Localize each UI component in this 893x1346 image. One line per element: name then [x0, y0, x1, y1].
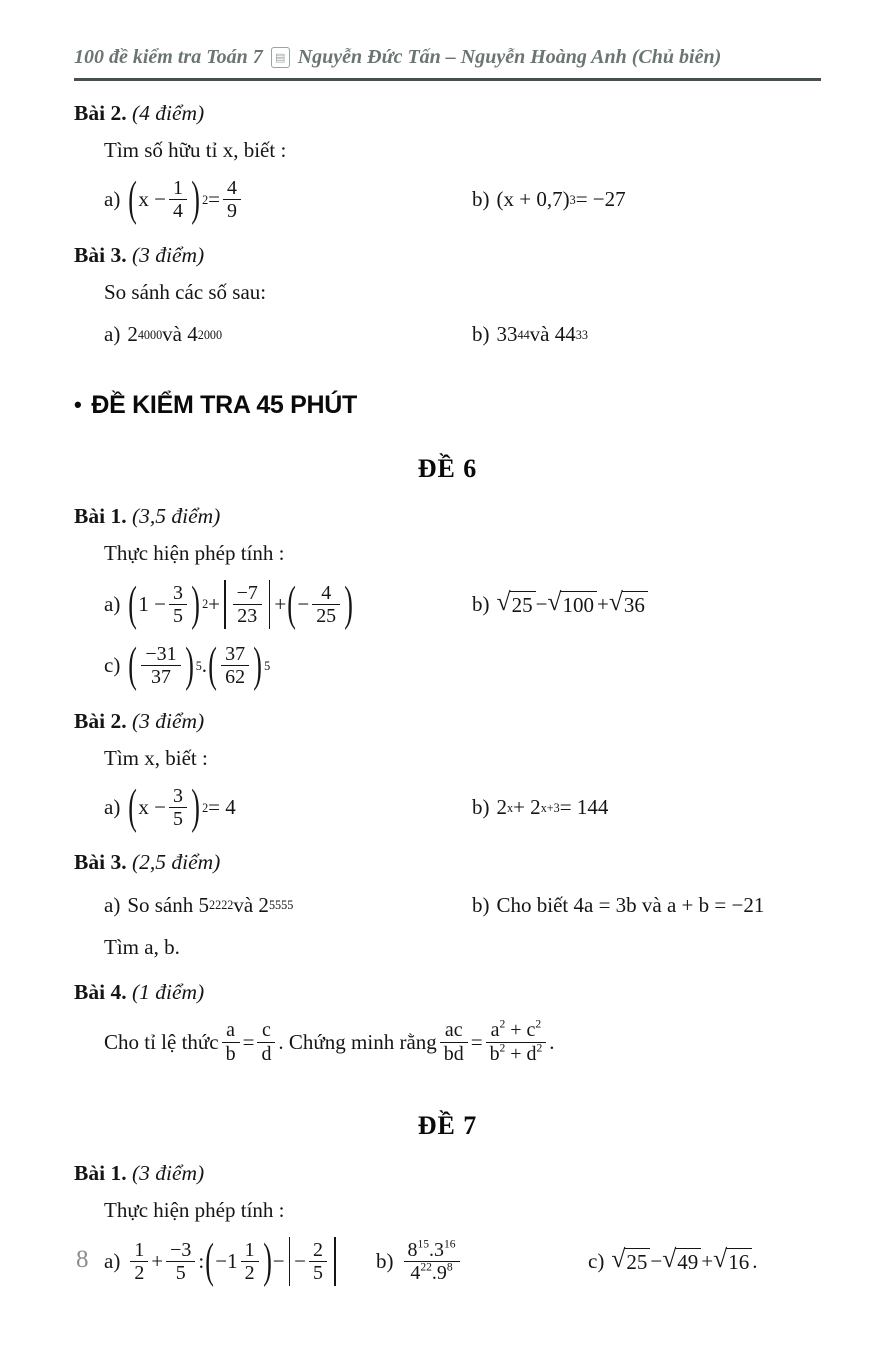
problem-heading [74, 101, 821, 126]
formula-e7b1b: $\frac{8^{15}.3^{16}}{4^{22}.9^8}$ [401, 1239, 463, 1285]
item-label-a: a) [104, 892, 121, 917]
problem-row [104, 319, 821, 351]
problem-title: Bài 3. [74, 242, 127, 267]
problem-title: Bài 2. [74, 101, 127, 125]
problem-heading [74, 850, 821, 875]
formula-e6b3b: Cho biết 4a = 3b và a + b = −21 [496, 892, 765, 917]
item-label-c: c) [588, 1249, 605, 1274]
problem-heading [74, 980, 821, 1005]
problem-bai1-exam6 [74, 503, 821, 692]
exam6-title: ĐỀ 6 [417, 453, 478, 483]
formula-e6b1b: √25 − √100 + √36 [497, 591, 648, 618]
problem-points: (2,5 điểm) [131, 850, 221, 875]
item-label-a: a) [104, 591, 121, 616]
book-series-title: 100 đề kiểm tra Toán 7 [74, 46, 263, 68]
problem-intro: Tìm số hữu tỉ x, biết : [104, 138, 287, 162]
item-label-a: a) [104, 1249, 121, 1274]
book-icon: ▤ [271, 47, 290, 68]
problem-row [104, 171, 821, 226]
problem-points: (4 điểm) [131, 101, 205, 125]
page-number: 8 [76, 1246, 89, 1273]
problem-row [104, 1233, 821, 1288]
problem-title: Bài 1. [74, 503, 127, 528]
problem-intro: Thực hiện phép tính : [104, 1198, 285, 1223]
formula-e6b4: Cho tỉ lệ thức $\frac{a}{b}$ = $\frac{c}{d}$ . Chứng minh rằng $\frac{ac}{bd}$ = $\frac{a^2 + c^2}{b^2 + d^2}$ . [104, 1018, 555, 1065]
item-label-b: b) [472, 892, 490, 917]
problem-bai3-exam5 [74, 243, 821, 351]
problem-intro: Thực hiện phép tính : [104, 540, 285, 565]
problem-title: Bài 3. [74, 850, 127, 875]
formula-e5b2b: (x + 0,7) 3 = −27 [496, 187, 626, 212]
formula-e7b1c: √25 − √49 + √16 . [611, 1244, 758, 1275]
problem-row [104, 1019, 821, 1065]
item-label-a: a) [104, 322, 121, 347]
problem-bai4-exam6 [74, 980, 821, 1065]
problem-row [104, 637, 821, 692]
formula-e6b2b: 2 x + 2 x+3 = 144 [496, 795, 609, 820]
item-label-b: b) [472, 795, 490, 820]
section-heading-45-minute-tests [74, 391, 821, 420]
problem-title: Bài 2. [74, 708, 127, 733]
problem-points: (3 điểm) [131, 242, 205, 267]
item-label-b: b) [376, 1249, 394, 1274]
formula-e5b3a: 2 4000 và 4 2000 [127, 322, 223, 347]
formula-e6b3a: So sánh 5 2222 và 2 5555 [127, 892, 294, 917]
problem-points: (3,5 điểm) [131, 503, 221, 528]
problem-points: (1 điểm) [131, 980, 205, 1005]
book-authors: Nguyễn Đức Tấn – Nguyễn Hoàng Anh (Chủ biên) [297, 46, 722, 68]
problem-tail-text: Tìm a, b. [104, 935, 180, 960]
formula-e5b3b: 33 44 và 44 33 [496, 322, 588, 347]
formula-e6b1a: ( 1 − $\frac{3}{5}$ ) 2 + $\frac{-7}{23}$ + ( − $\frac{4}{25}$ ) [128, 576, 354, 631]
exam7-title: ĐỀ 7 [417, 1111, 478, 1141]
formula-e5b2a: ( x − $\frac{1}{4}$ ) 2 = $\frac{4}{9}$ [127, 177, 244, 223]
problem-row [104, 889, 821, 921]
problem-heading [74, 1161, 821, 1186]
problem-points: (3 điểm) [131, 1161, 205, 1186]
item-label-a: a) [104, 795, 121, 820]
problem-heading [74, 709, 821, 734]
problem-bai2-exam6 [74, 708, 821, 834]
bullet-icon: • [74, 392, 82, 418]
item-label-a: a) [104, 187, 121, 212]
problem-intro: So sánh các số sau: [104, 279, 267, 304]
item-label-b: b) [472, 322, 490, 347]
problem-bai1-exam7 [74, 1161, 821, 1286]
page-header [74, 46, 821, 81]
formula-e6b2a: ( x − $\frac{3}{5}$ ) 2 = 4 [128, 779, 236, 834]
formula-e6b1c: ( $\frac{-31}{37}$ ) 5 . ( $\frac{37}{62}$ ) 5 [128, 637, 271, 692]
problem-intro: Tìm x, biết : [104, 745, 208, 770]
problem-bai2-exam5 [74, 101, 821, 226]
problem-row [104, 779, 821, 834]
item-label-c: c) [104, 653, 121, 678]
item-label-b: b) [472, 591, 490, 616]
section-heading-text: ĐỀ KIỂM TRA 45 PHÚT [91, 390, 358, 419]
problem-bai3-exam6 [74, 850, 821, 960]
problem-title: Bài 1. [74, 1161, 127, 1186]
problem-points: (3 điểm) [131, 708, 205, 733]
problem-heading [74, 504, 821, 529]
formula-e7b1a: $\frac{1}{2}$ + $\frac{-3}{5}$ : ( −1 $\frac{1}{2}$ ) − − $\frac{2}{5}$ [127, 1237, 339, 1286]
problem-heading [74, 243, 821, 268]
problem-row [104, 576, 821, 631]
item-label-b: b) [472, 187, 490, 212]
problem-title: Bài 4. [74, 980, 127, 1005]
